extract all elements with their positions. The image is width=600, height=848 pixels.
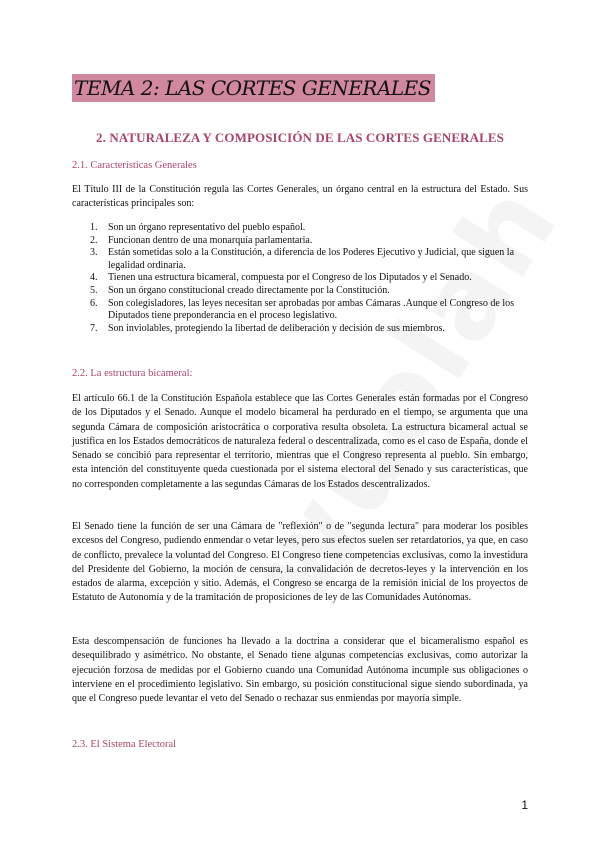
subheading-estructura-bicameral: 2.2. La estructura bicameral:: [72, 368, 193, 379]
list-item: [90, 298, 520, 323]
list-number: 1.: [90, 222, 98, 233]
list-item: [90, 285, 520, 298]
list-number: 3.: [90, 247, 98, 259]
paragraph-bicameral-3: Esta descompensación de funciones ha llevado a la doctrina a considerar que el bicameralismo español es desequilibrado y asimétrico. No obstante, el Senado tiene algunas competencias exclusivas, como autorizar la ejecución forzosa de medidas por el Gobierno cuando una Comunidad Autónoma incumple sus obligaciones o interviene en el procedimiento legislativo. Sin embargo, su posición constitucional sigue siendo subordinada, ya que el Congreso puede levantar el veto del Senado o rechazar sus enmiendas por mayoría simple.: [72, 636, 528, 705]
subheading-caracteristicas: 2.1. Características Generales: [72, 160, 197, 171]
list-number: 4.: [90, 272, 98, 284]
characteristics-list: [90, 222, 520, 335]
list-item: [90, 235, 520, 248]
document-title: TEMA 2: LAS CORTES GENERALES: [74, 76, 431, 100]
paragraph-bicameral-2: El Senado tiene la función de ser una Cámara de "reflexión" o de "segunda lectura" para moderar los posibles excesos del Congreso, pudiendo enmendar o vetar leyes, pero sus efectos suelen ser retardatorios, ya que, en caso de conflicto, prevalece la voluntad del Congreso. El Congreso tiene competencias exclusivas, como la investidura del Presidente del Gobierno, la moción de censura, la convalidación de decretos-leyes y la intervención en los estados de alarma, excepción y sitio. Además, el Congreso se encarga de la remisión inicial de los proyectos de Estatuto de Autonomía y de la tramitación de proposiciones de ley de las Comunidades Autónomas.: [72, 521, 528, 604]
list-text: Son colegisladores, las leyes necesitan ser aprobadas por ambas Cámaras .Aunque el Congreso de los Diputados tiene preponderancia en el proceso legislativo.: [108, 297, 514, 322]
list-item: [90, 323, 520, 336]
list-item: [90, 222, 520, 235]
subheading-sistema-electoral: 2.3. El Sistema Electoral: [72, 739, 177, 750]
intro-paragraph: El Título III de la Constitución regula las Cortes Generales, un órgano central en la estructura del Estado. Sus características principales son:: [72, 184, 528, 210]
list-item: [90, 272, 520, 285]
paragraph-bicameral-1: El artículo 66.1 de la Constitución Española establece que las Cortes Generales están formadas por el Congreso de los Diputados y el Senado. Aunque el modelo bicameral ha perdurado en el tiempo, se argumenta que una segunda Cámara de composición aristocrática o corporativa resulta obsoleta. La estructura bicameral actual se justifica en los Estados democráticos de naturaleza federal o descentralizada, como es el caso de España, donde el Senado se concibió para representar el territorio, mientras que el Congreso representa al pueblo. Sin embargo, esta intención del constituyente queda cuestionada por el sistema electoral del Senado y sus características, que no corresponden completamente a las segundas Cámaras de los Estados descentralizados.: [72, 393, 528, 490]
list-item: [90, 247, 520, 272]
section-title: 2. NATURALEZA Y COMPOSICIÓN DE LAS CORTES GENERALES: [96, 130, 504, 145]
list-text: Funcionan dentro de una monarquía parlamentaria.: [108, 234, 313, 246]
list-text: Son un órgano constitucional creado directamente por la Constitución.: [108, 284, 390, 296]
list-number: 7.: [90, 322, 98, 334]
list-text: Tienen una estructura bicameral, compuesta por el Congreso de los Diputados y el Senado.: [108, 272, 472, 284]
list-number: 2.: [90, 234, 98, 246]
page-number: 1: [521, 798, 528, 812]
list-text: Son un órgano representativo del pueblo español.: [108, 222, 306, 233]
list-text: Son inviolables, protegiendo la libertad de deliberación y decisión de sus miembros.: [108, 322, 445, 334]
title-highlight: [72, 74, 435, 102]
list-number: 5.: [90, 284, 98, 296]
list-number: 6.: [90, 297, 98, 309]
list-text: Están sometidas solo a la Constitución, a diferencia de los Poderes Ejecutivo y Judicial, que siguen la legalidad ordinaria.: [108, 247, 515, 271]
